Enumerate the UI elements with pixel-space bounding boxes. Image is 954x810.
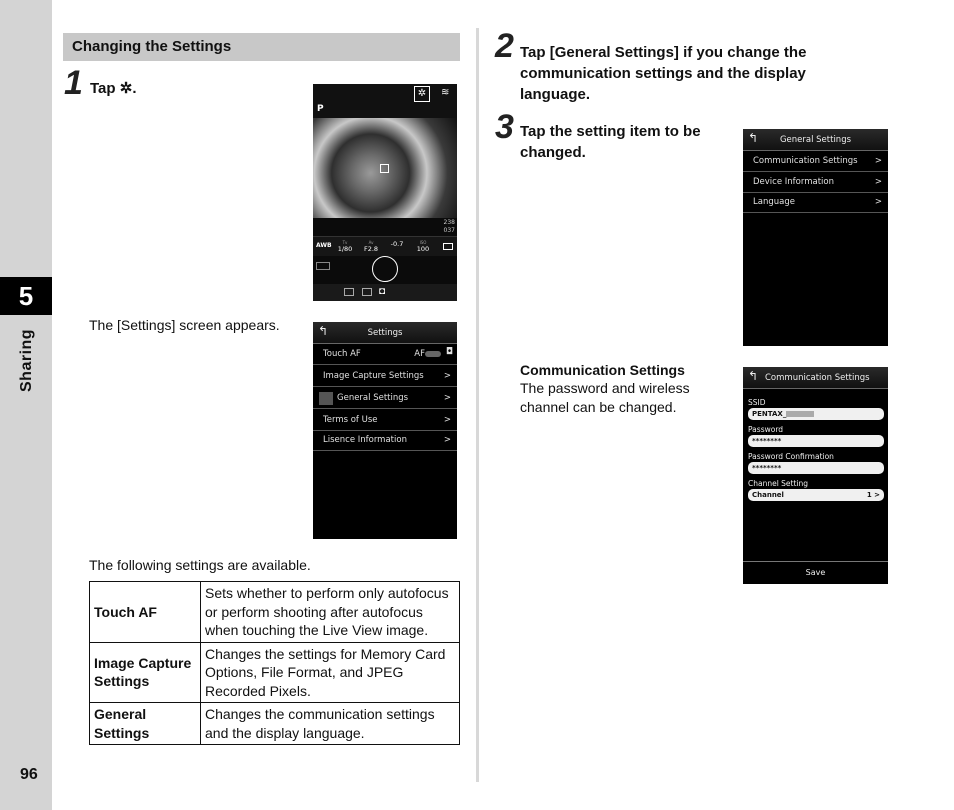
settings-item-label: Lisence Information <box>323 435 407 445</box>
back-arrow-icon[interactable]: ↰ <box>748 131 759 145</box>
exposure-bar <box>313 236 457 256</box>
table-key: General Settings <box>90 703 201 745</box>
ssid-redaction <box>786 411 814 417</box>
af-toggle[interactable] <box>425 351 441 357</box>
table-key: Image Capture Settings <box>90 642 201 703</box>
section-title: Changing the Settings <box>63 33 460 61</box>
step3-number: 3 <box>495 108 514 146</box>
general-item-label: Device Information <box>753 177 834 187</box>
chevron-right-icon: > <box>874 197 882 207</box>
av-value-text: F2.8 <box>363 245 379 253</box>
back-arrow-icon[interactable]: ↰ <box>318 324 329 338</box>
password-label: Password <box>748 425 784 434</box>
table-desc: Changes the settings for Memory Card Options, File Format, and JPEG Recorded Pixels. <box>201 642 460 703</box>
av-value[interactable] <box>359 240 383 253</box>
settings-appears-text: The [Settings] screen appears. <box>89 317 280 333</box>
step1-number: 1 <box>64 64 83 102</box>
table-row <box>90 703 460 745</box>
af-toggle-label: AF <box>414 349 425 359</box>
settings-item-general[interactable] <box>313 388 457 409</box>
ev-value[interactable] <box>385 240 409 248</box>
settings-item-label: Terms of Use <box>323 415 378 425</box>
chevron-right-icon: > <box>443 415 451 425</box>
settings-item-label: Image Capture Settings <box>323 371 424 381</box>
password-confirm-label: Password Confirmation <box>748 452 834 461</box>
wifi-icon: ≋ <box>441 87 450 98</box>
tv-value-text: 1/80 <box>337 245 353 253</box>
chevron-right-icon: > <box>443 371 451 381</box>
comm-body: The password and wireless channel can be changed. <box>520 380 690 415</box>
general-item-device-info[interactable] <box>743 172 888 193</box>
shutter-button[interactable] <box>372 256 398 282</box>
table-row <box>90 582 460 643</box>
chevron-right-icon: > <box>443 393 451 403</box>
chapter-label: Sharing <box>18 328 35 392</box>
mode-indicator: P <box>317 104 324 114</box>
camera-icon: ◘ <box>445 347 453 357</box>
av-label: Av <box>368 240 374 245</box>
settings-table <box>89 581 460 745</box>
settings-item-image-capture[interactable] <box>313 366 457 387</box>
chevron-right-icon: > <box>874 177 882 187</box>
af-frame <box>380 164 389 173</box>
save-button[interactable]: Save <box>743 561 888 584</box>
settings-item-label: Touch AF <box>323 349 361 359</box>
iso-value-text: 100 <box>416 245 430 253</box>
highlight-icon <box>319 392 333 405</box>
password-confirm-field[interactable]: ******** <box>748 462 884 474</box>
playback-icon[interactable] <box>344 288 354 296</box>
gear-icon: ✲ <box>119 80 133 97</box>
table-key: Touch AF <box>90 582 201 643</box>
display-icon[interactable] <box>443 243 453 250</box>
step1-text <box>90 78 136 99</box>
channel-field[interactable] <box>748 489 884 501</box>
ev-value-text: -0.7 <box>390 240 404 248</box>
general-settings-screen <box>743 129 888 346</box>
general-titlebar <box>743 129 888 151</box>
iso-label: ISO <box>419 240 427 245</box>
comm-titlebar <box>743 367 888 389</box>
channel-field-label: Channel <box>752 491 784 499</box>
settings-title: Settings <box>367 328 403 338</box>
ssid-label: SSID <box>748 398 766 407</box>
count-1: 238 <box>443 219 455 226</box>
settings-item-license[interactable] <box>313 430 457 451</box>
comm-settings-screen <box>743 367 888 584</box>
password-field[interactable]: ******** <box>748 435 884 447</box>
following-text: The following settings are available. <box>89 557 311 573</box>
settings-item-terms[interactable] <box>313 410 457 431</box>
general-item-label: Communication Settings <box>753 156 858 166</box>
lv-icon <box>316 262 330 270</box>
back-arrow-icon[interactable]: ↰ <box>748 369 759 383</box>
channel-value: 1 > <box>866 491 880 499</box>
settings-item-label: General Settings <box>337 393 409 403</box>
chevron-right-icon: > <box>874 156 882 166</box>
chapter-number: 5 <box>0 277 52 315</box>
table-desc: Sets whether to perform only autofocus or perform shooting after autofocus when touching the Live View image. <box>201 582 460 643</box>
mode-bar <box>313 284 457 301</box>
shot-counts <box>444 219 455 235</box>
page-number: 96 <box>20 766 38 783</box>
general-item-language[interactable] <box>743 192 888 213</box>
table-row <box>90 642 460 703</box>
step2-text: Tap [General Settings] if you change the communication settings and the display language. <box>520 44 807 103</box>
settings-item-touch-af[interactable] <box>313 344 457 365</box>
settings-titlebar <box>313 322 457 344</box>
liveview-screen <box>313 84 457 301</box>
video-icon[interactable] <box>362 288 372 296</box>
step1-text-before: Tap <box>90 80 116 97</box>
column-divider <box>476 28 479 782</box>
side-tab <box>0 0 52 810</box>
liveview-topbar <box>313 84 457 118</box>
general-item-label: Language <box>753 197 795 207</box>
comm-title: Communication Settings <box>765 373 870 383</box>
ssid-field[interactable] <box>748 408 884 420</box>
gear-icon[interactable]: ✲ <box>414 86 430 102</box>
general-item-communication[interactable] <box>743 151 888 172</box>
tv-value[interactable] <box>333 240 357 253</box>
wb-indicator[interactable]: AWB <box>316 242 332 249</box>
count-2: 037 <box>443 227 455 234</box>
step1-text-after: . <box>132 80 137 97</box>
iso-value[interactable] <box>411 240 435 253</box>
chevron-right-icon: > <box>443 435 451 445</box>
tv-label: Tv <box>342 240 348 245</box>
channel-setting-label: Channel Setting <box>748 479 809 488</box>
comm-heading: Communication Settings <box>520 362 685 378</box>
camera-icon[interactable]: ◘ <box>379 286 386 297</box>
step2-number: 2 <box>495 27 514 65</box>
table-desc: Changes the communication settings and the display language. <box>201 703 460 745</box>
settings-screen <box>313 322 457 539</box>
general-title: General Settings <box>779 135 852 145</box>
ssid-value: PENTAX_ <box>752 410 787 418</box>
step3-text: Tap the setting item to be changed. <box>520 123 701 161</box>
